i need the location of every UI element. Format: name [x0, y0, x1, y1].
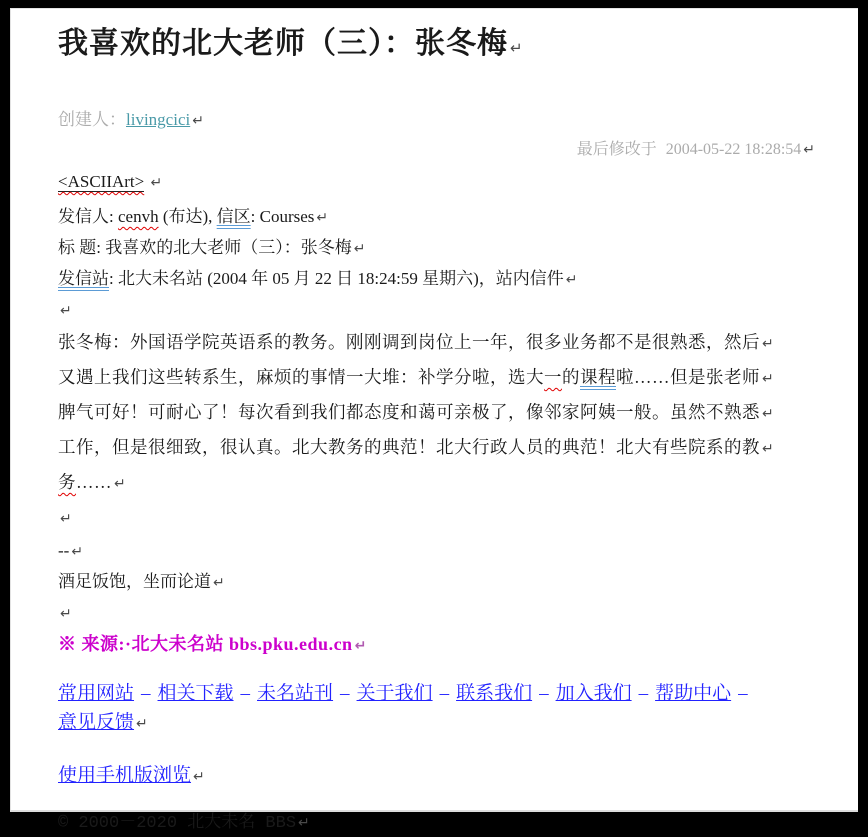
sender-nickname: (布达),	[158, 207, 217, 226]
pilcrow-mark: ↵	[150, 175, 163, 191]
board-label: 信区	[216, 207, 251, 226]
link-separator: –	[439, 683, 450, 704]
footer-link-common-sites[interactable]: 常用网站	[58, 683, 135, 704]
copyright-line: © 2000－2020 北大未名 BBS ↵	[58, 814, 310, 833]
creator-label: 创建人：	[58, 110, 126, 129]
page-title-text: 我喜欢的北大老师（三）：张冬梅	[58, 27, 508, 60]
pilcrow-mark: ↵	[60, 606, 72, 622]
sender-line	[58, 202, 815, 233]
creator-line	[58, 109, 815, 132]
link-separator: –	[141, 683, 151, 704]
pilcrow-mark: ↵	[762, 336, 775, 352]
pilcrow-mark: ↵	[60, 303, 72, 319]
station-value: : 北大未名站 (2004 年 05 月 22 日 18:24:59 星期六)，站内信件	[109, 269, 564, 288]
body-line-5: 务…… ↵	[58, 472, 127, 492]
footer-link-about-us[interactable]: 关于我们	[356, 683, 433, 704]
footer-link-join-us[interactable]: 加入我们	[555, 683, 632, 704]
link-separator: –	[240, 683, 251, 704]
ascii-art-tag-line	[58, 170, 815, 195]
link-separator: –	[638, 683, 649, 704]
ascii-art-tag: <ASCIIArt>	[58, 172, 145, 191]
pilcrow-mark: ↵	[762, 406, 775, 422]
body-line-4: 工作，但是很细致，很认真。北大教务的典范！北大行政人员的典范！北大有些院系的教 ↵	[58, 437, 775, 457]
signature-text: 酒足饭饱，坐而论道 ↵	[58, 572, 225, 591]
pilcrow-mark: ↵	[136, 716, 148, 732]
creator-user-link[interactable]: livingcici	[126, 110, 191, 129]
bbs-source-line: ※ 来源:·北大未名站 bbs.pku.edu.cn ↵	[58, 634, 367, 654]
link-separator: –	[738, 683, 748, 704]
board-value: : Courses	[250, 207, 315, 226]
sender-username: cenvh	[117, 207, 159, 226]
document-page	[10, 8, 858, 833]
grammar-flagged-word: 课程	[580, 367, 616, 387]
footer-link-feedback[interactable]: 意见反馈	[58, 712, 135, 733]
misspelled-word: 务	[58, 472, 76, 492]
pilcrow-mark: ↵	[510, 39, 524, 57]
pilcrow-mark: ↵	[762, 441, 775, 457]
body-line-2: 又遇上我们这些转系生，麻烦的事情一大堆：补学分啦，选大一的课程啦……但是张老师 ↵	[58, 367, 775, 387]
pilcrow-mark: ↵	[354, 638, 367, 654]
subject-line: 标 题: 我喜欢的北大老师（三）：张冬梅 ↵	[58, 238, 366, 257]
mobile-version-link[interactable]: 使用手机版浏览	[58, 765, 192, 786]
footer-link-contact-us[interactable]: 联系我们	[456, 683, 533, 704]
last-modified-datetime: 2004-05-22 18:28:54	[665, 141, 802, 158]
last-modified-line	[58, 139, 815, 161]
last-modified-label: 最后修改于	[576, 141, 657, 158]
pilcrow-mark: ↵	[762, 371, 775, 387]
pilcrow-mark: ↵	[60, 511, 72, 527]
pilcrow-mark: ↵	[193, 769, 205, 785]
body-line-1: 张冬梅：外国语学院英语系的教务。刚刚调到岗位上一年，很多业务都不是很熟悉，然后 ↵	[58, 332, 775, 352]
misspelled-word: 一	[544, 367, 562, 387]
pilcrow-mark: ↵	[565, 272, 578, 288]
footer-link-downloads[interactable]: 相关下载	[157, 683, 234, 704]
footer-nav-links	[58, 679, 758, 739]
footer-link-weiming-journal[interactable]: 未名站刊	[257, 683, 334, 704]
pilcrow-mark: ↵	[71, 544, 84, 560]
signature-divider: -- ↵	[58, 541, 84, 560]
empty-paragraph	[58, 295, 815, 326]
page-title	[58, 23, 815, 69]
pilcrow-mark: ↵	[213, 575, 225, 591]
pilcrow-mark: ↵	[298, 815, 310, 831]
footer-link-help-center[interactable]: 帮助中心	[655, 683, 732, 704]
empty-paragraph	[58, 501, 815, 536]
link-separator: –	[340, 683, 350, 704]
station-line	[58, 264, 815, 295]
pilcrow-mark: ↵	[192, 113, 204, 129]
mobile-version-line	[58, 761, 815, 792]
pilcrow-mark: ↵	[316, 210, 329, 226]
pilcrow-mark: ↵	[353, 241, 366, 257]
link-separator: –	[539, 683, 549, 704]
station-label: 发信站	[58, 269, 109, 288]
empty-paragraph	[58, 598, 815, 629]
sender-label: 发信人:	[58, 207, 118, 226]
body-line-3: 脾气可好！可耐心了！每次看到我们都态度和蔼可亲极了，像邻家阿姨一般。虽然不熟悉 ↵	[58, 402, 775, 422]
pilcrow-mark: ↵	[114, 476, 127, 492]
pilcrow-mark: ↵	[803, 142, 815, 158]
